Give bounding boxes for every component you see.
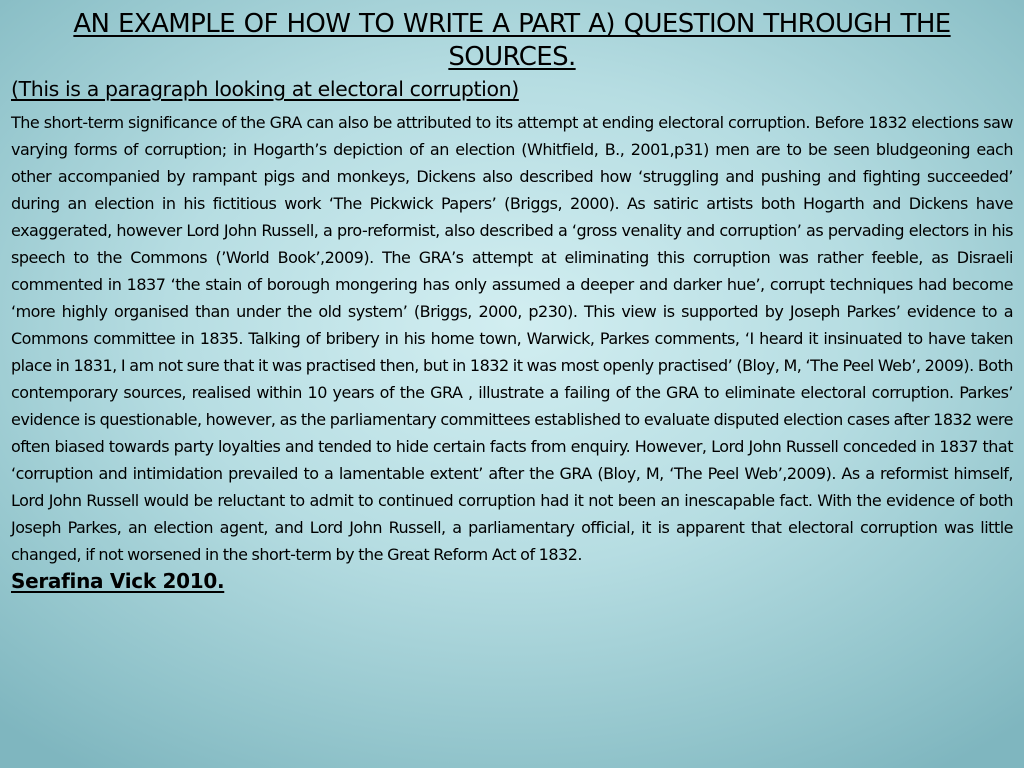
author-signature: Serafina Vick 2010. bbox=[11, 569, 225, 593]
body-paragraph: The short-term significance of the GRA can also be attributed to its attempt at ending electoral corruption. Before 1832 elections saw varying forms of corruption; in Hogarth’s depiction of an election (Whitfield, B., 2001,p31) men are to be seen bludgeoning each other accompanied by rampant pigs and monkeys, Dickens also described how ‘struggling and pushing and fighting succeeded’ during an election in his fictitious work ‘The Pickwick Papers’ (Briggs, 2000). As satiric artists both Hogarth and Dickens have exaggerated, however Lord John Russell, a pro-reformist, also described a ‘gross venality and corruption’ as pervading electors in his speech to the Commons (’World Book’,2009). The GRA’s attempt at eliminating this corruption was rather feeble, as Disraeli commented in 1837 ‘the stain of borough mongering has only assumed a deeper and darker hue’, corrupt techniques had become ‘more highly organised than under the old system’ (Briggs, 2000, p230). This view is supported by Joseph Parkes’ evidence to a Commons committee in 1835. Talking of bribery in his home town, Warwick, Parkes comments, ‘I heard it insinuated to have taken place in 1831, I am not sure that it was practised then, but in 1832 it was most openly practised’ (Bloy, M, ‘The Peel Web’, 2009). Both contemporary sources, realised within 10 years of the GRA , illustrate a failing of the GRA to eliminate electoral corruption. Parkes’ evidence is questionable, however, as the parliamentary committees established to evaluate disputed election cases after 1832 were often biased towards party loyalties and tended to hide certain facts from enquiry. However, Lord John Russell conceded in 1837 that ‘corruption and intimidation prevailed to a lamentable extent’ after the GRA (Bloy, M, ‘The Peel Web’,2009). As a reformist himself, Lord John Russell would be reluctant to admit to continued corruption had it not been an inescapable fact. With the evidence of both Joseph Parkes, an election agent, and Lord John Russell, a parliamentary official, it is apparent that electoral corruption was little changed, if not worsened in the short-term by the Great Reform Act of 1832. bbox=[11, 113, 1013, 564]
slide-title: AN EXAMPLE OF HOW TO WRITE A PART A) QUESTION THROUGH THE SOURCES. bbox=[73, 9, 951, 72]
slide-subtitle: (This is a paragraph looking at electoral corruption) bbox=[11, 77, 519, 101]
